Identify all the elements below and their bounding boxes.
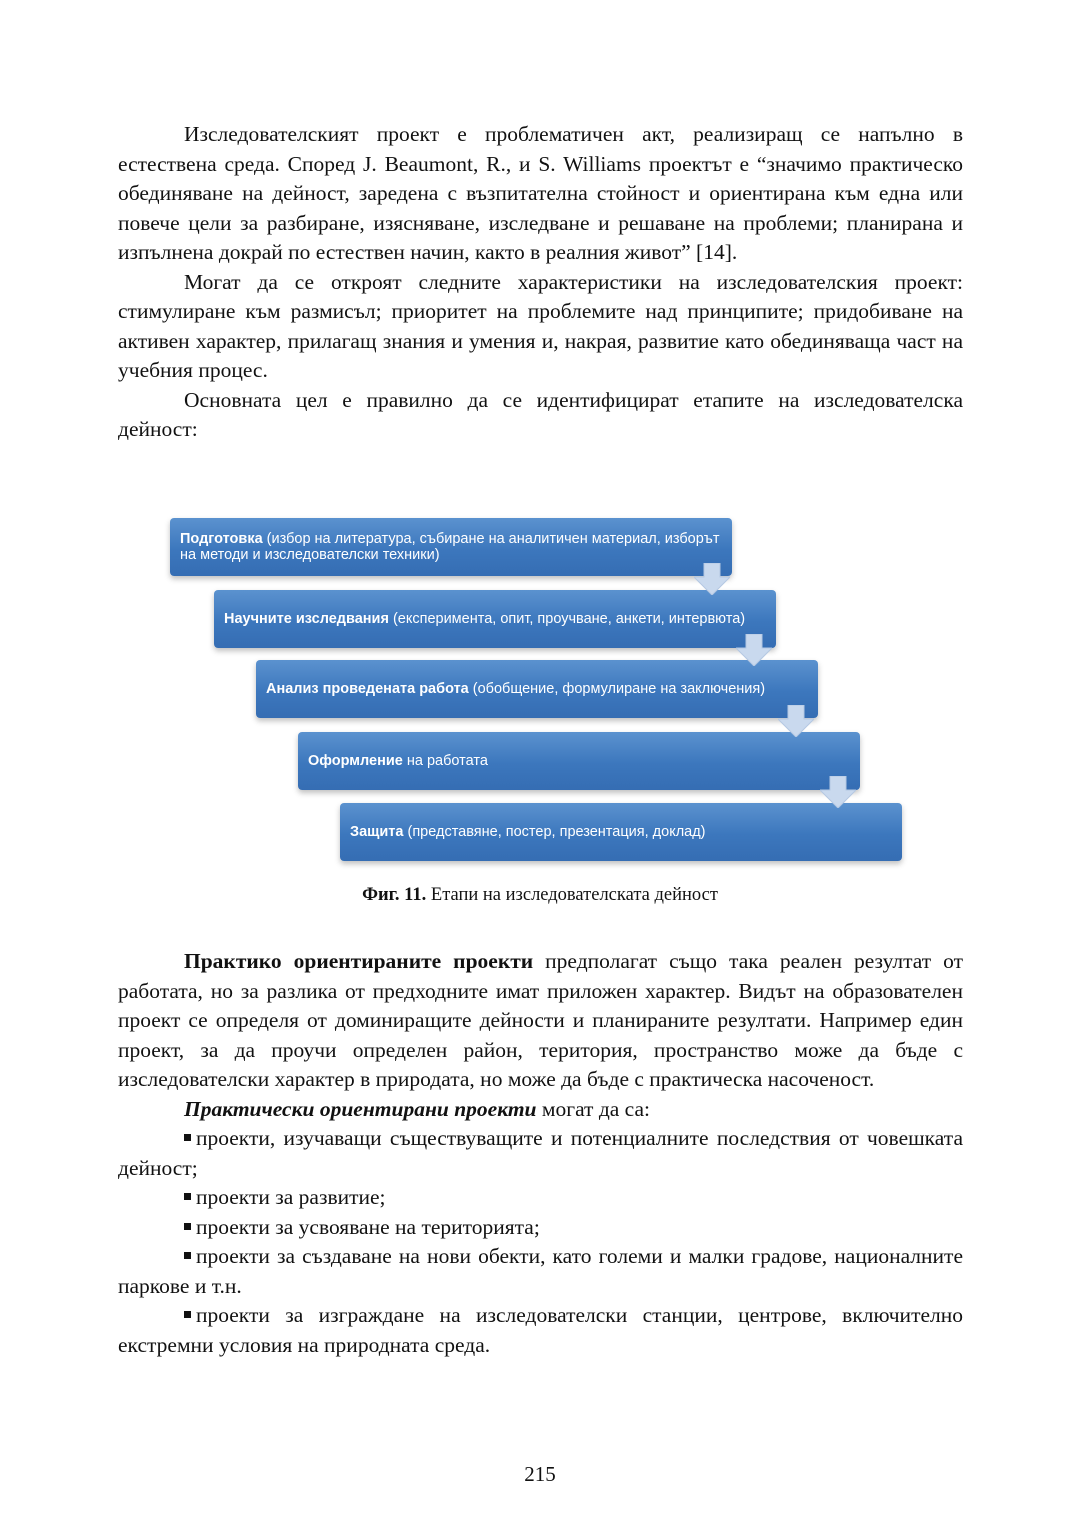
bullet-icon [184,1223,191,1230]
bullet-item [118,1183,963,1213]
stage-research [214,590,776,648]
paragraph-main-goal: Основната цел е правилно да се идентифицират етапите на изследователска дейност: [118,387,963,441]
bullet-text: проекти за усвояване на територията; [196,1214,540,1239]
stage-text: (представяне, постер, презентация, доклад) [403,824,706,840]
stage-label: Оформление [308,753,403,769]
stage-defense [340,803,902,861]
term-practical-projects: Практико ориентираните проекти [184,949,534,973]
bullet-text: проекти за изграждане на изследователски станции, центрове, включително екстремни условия на природната среда. [118,1303,963,1357]
stage-label: Защита [350,824,404,840]
intro-text [118,120,963,445]
stage-label: Научните изследвания [224,611,389,627]
bullet-item [118,1124,963,1183]
down-arrow-icon [736,634,772,666]
paragraph-practical-text: предполагат също така реален резултат от работата, но за разлика от предходните имат приложен характер. Видът на образователен проект се определя от доминиращите дейности и планираните резултати. Например един проект, за да проучи определен район, територия, пространство може да бъде с изследователски характер в природата, но може да бъде с практическа насоченост. [118,949,964,1091]
stage-label: Подготовка [180,531,263,547]
term-practical-oriented: Практически ориентирани проекти [184,1096,537,1121]
figure-label: Фиг. 11. [362,885,427,905]
bullet-icon [184,1311,191,1318]
paragraph-types-text: могат да са: [536,1096,650,1121]
bullet-icon [184,1134,191,1141]
figure-caption [0,885,1080,906]
figure-caption-text: Етапи на изследователската дейност [426,885,718,905]
paragraph-research-project: Изследователският проект е проблематичен акт, реализиращ се напълно в естествена среда. Според J. Beaumont, R., и S. Williams проектът е “значимо практическо обединяване на дейност, заредена с възпитателна стойност и ориентирана към една или повече цели за разбиране, изясняване, изследване и решаване на проблеми; планирана и изпълнена докрай по естествен начин, както в реалния живот” [14]. [118,122,963,264]
practical-text [118,947,963,1360]
stage-formatting [298,732,860,790]
stage-preparation [170,518,732,576]
down-arrow-icon [820,776,856,808]
page-number: 215 [524,1462,556,1486]
stage-text: (избор на литература, събиране на аналитичен материал, изборът на методи и изследователски техники) [180,531,720,563]
paragraph-project-types [118,1095,963,1125]
stage-text: (експеримента, опит, проучване, анкети, интервюта) [388,611,746,627]
bullet-text: проекти за създаване на нови обекти, като големи и малки градове, националните паркове и т.н. [118,1244,963,1298]
stage-label: Анализ проведената работа [266,681,469,697]
down-arrow-icon [778,705,814,737]
down-arrow-icon [694,563,730,595]
bullet-item [118,1301,963,1360]
paragraph-characteristics: Могат да се откроят следните характеристики на изследователския проект: стимулиране към размисъл; приоритет на проблемите над принципите; придобиване на активен характер, прилагащ знания и умения и, накрая, развитие като обединяваща част на учебния процес. [118,269,963,382]
bullet-text: проекти, изучаващи съществуващите и потенциалните последствия от човешката дейност; [118,1126,963,1180]
stage-text: (обобщение, формулиране на заключения) [468,681,766,697]
bullet-item [118,1242,963,1301]
paragraph-practical-projects [118,947,963,1095]
bullet-icon [184,1193,191,1200]
bullet-text: проекти за развитие; [196,1185,386,1209]
bullet-item [118,1213,963,1243]
bullet-icon [184,1252,191,1259]
stage-analysis [256,660,818,718]
stage-text: на работата [402,753,488,769]
